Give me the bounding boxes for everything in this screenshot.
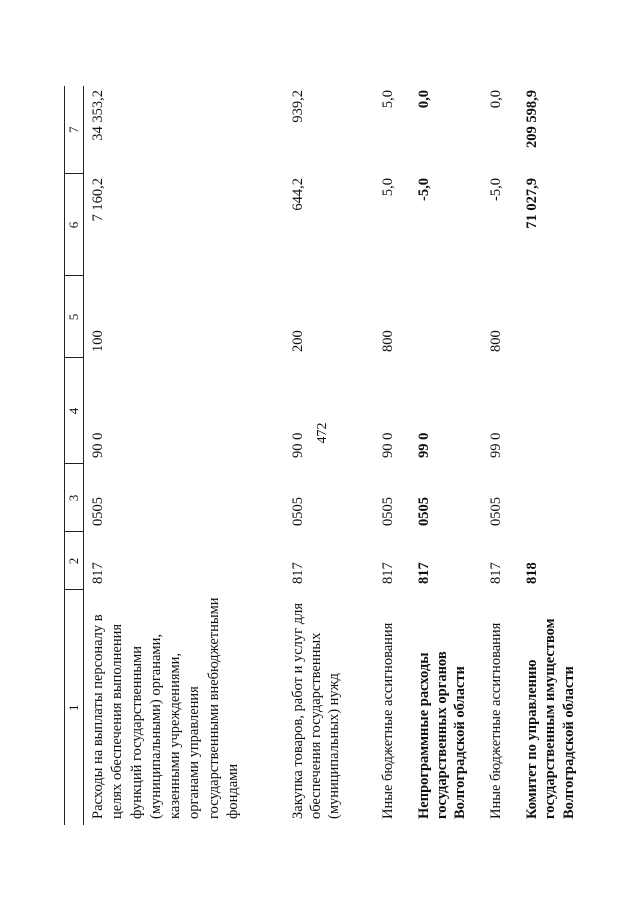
cell-total: 939,2: [289, 90, 306, 123]
row-name: Иные бюджетные ассигнования: [487, 622, 504, 819]
cell-expense-type: 800: [487, 330, 504, 352]
cell-ministry: 817: [415, 562, 432, 584]
cell-total: 209 598,9: [524, 90, 541, 148]
cell-section: 0505: [379, 497, 396, 526]
cell-change: 5,0: [379, 178, 396, 197]
cell-expense-type: 800: [379, 330, 396, 352]
cell-target: 99 0: [487, 432, 504, 458]
page-number: 472: [315, 422, 330, 444]
row-name: Расходы на выплаты персоналу в целях обеспечения выполнения функций государственными (муниципальными) органами, казенными учреждениями, органами управления государственными внебюджетными фондами: [90, 597, 242, 819]
cell-change: -5,0: [487, 178, 504, 201]
cell-total: 5,0: [379, 90, 396, 109]
cell-target: 90 0: [379, 432, 396, 458]
cell-section: 0505: [415, 497, 432, 526]
cell-change: 7 160,2: [90, 178, 106, 222]
cell-section: 0505: [90, 497, 106, 526]
cell-expense-type: [518, 276, 594, 358]
table-row: [284, 86, 374, 825]
row-name: Комитет по управлению государственным имуществом Волгоградской области: [524, 618, 577, 819]
cell-change: 644,2: [289, 178, 306, 211]
cell-target: 90 0: [289, 432, 306, 458]
cell-change: -5,0: [415, 178, 432, 201]
cell-section: 0505: [487, 497, 504, 526]
column-header: 6: [65, 174, 84, 276]
column-header: 3: [65, 464, 84, 532]
cell-total: 34 353,2: [90, 90, 106, 141]
cell-section: 0505: [289, 497, 306, 526]
cell-total: 0,0: [487, 90, 504, 109]
row-name: Непрограммные расходы государственных органов Волгоградской области: [415, 651, 469, 819]
cell-ministry: 817: [487, 562, 504, 584]
column-header: 1: [65, 590, 84, 825]
table-row: [518, 86, 594, 825]
cell-change: 71 027,9: [524, 178, 541, 229]
cell-ministry: 817: [289, 562, 306, 584]
row-name: Закупка товаров, работ и услуг для обеспечения государственных (муниципальных) нужд: [289, 602, 342, 819]
cell-ministry: 818: [524, 562, 541, 584]
row-name: Иные бюджетные ассигнования: [379, 622, 396, 819]
cell-section: [518, 464, 594, 532]
cell-ministry: 817: [379, 562, 396, 584]
cell-expense-type: [410, 276, 482, 358]
table-header-row: [65, 86, 84, 825]
column-header: 4: [65, 358, 84, 464]
cell-target: [518, 358, 594, 464]
column-header: 7: [65, 86, 84, 174]
cell-expense-type: 100: [90, 330, 106, 352]
cell-target: 90 0: [90, 432, 106, 458]
table-row: [374, 86, 410, 825]
cell-target: 99 0: [415, 432, 432, 458]
column-header: 5: [65, 276, 84, 358]
table-row: [410, 86, 482, 825]
table-row: [482, 86, 518, 825]
column-header: 2: [65, 532, 84, 590]
budget-table: [64, 86, 594, 825]
table-row: [84, 86, 284, 825]
cell-total: 0,0: [415, 90, 432, 109]
cell-ministry: 817: [90, 562, 106, 584]
cell-expense-type: 200: [289, 330, 306, 352]
